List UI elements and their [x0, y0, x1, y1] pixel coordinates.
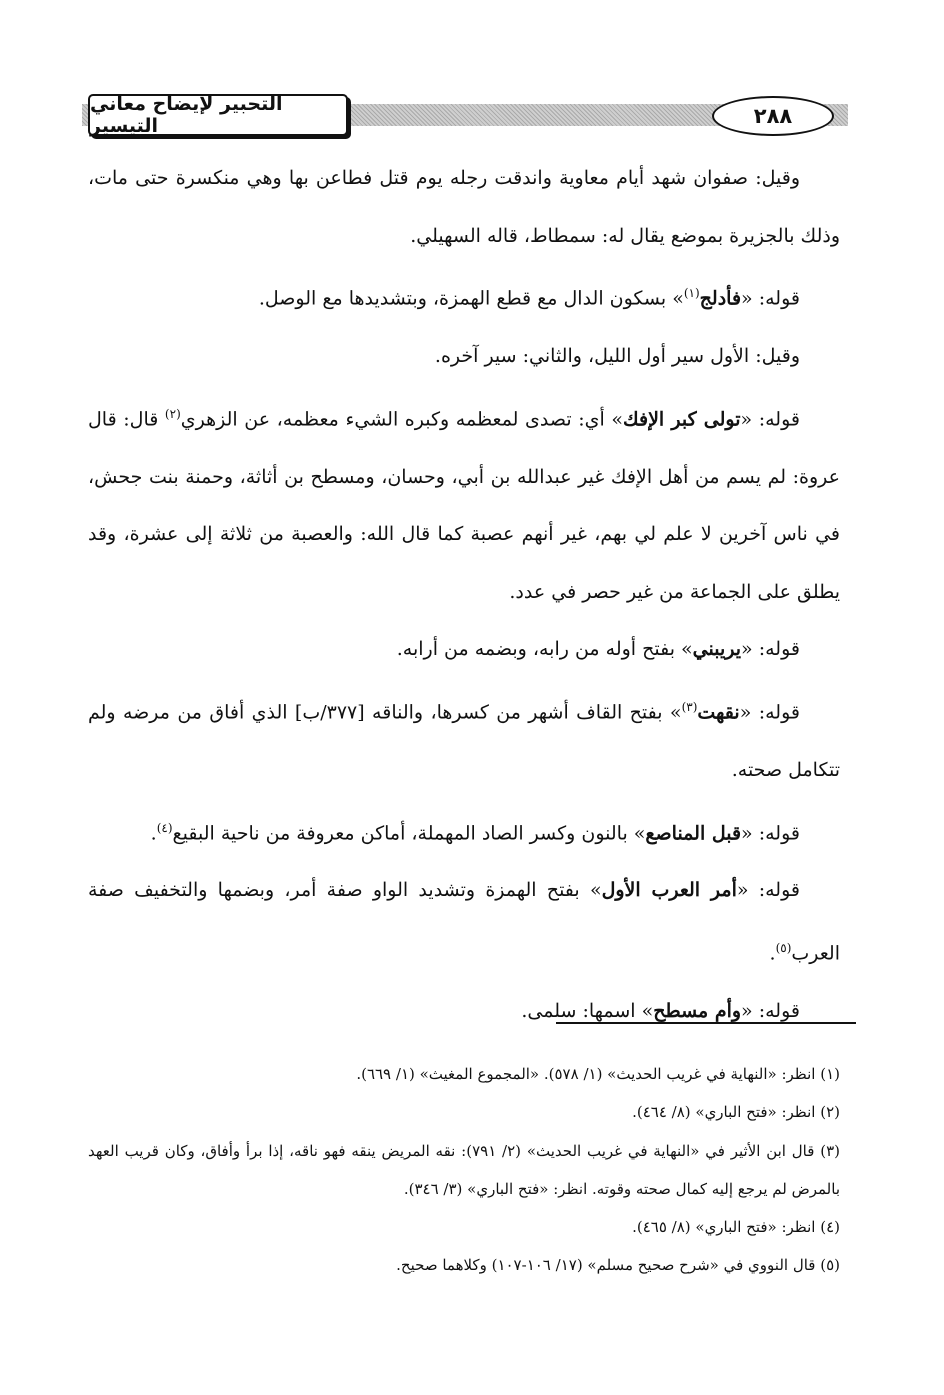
page-header — [82, 92, 848, 140]
footnotes — [88, 1055, 840, 1285]
paragraph-7 — [88, 800, 840, 863]
period: . — [769, 942, 776, 965]
paragraph-1: وقيل: صفوان شهد أيام معاوية واندقت رجله يوم قتل فطاعن بها وهي منكسرة حتى مات، وذلك بالجزيرة بموضع يقال له: سمطاط، قاله السهيلي. — [88, 167, 840, 247]
page-number: ٢٨٨ — [712, 96, 834, 136]
footnote-ref: (٤) — [156, 820, 173, 835]
quote-open: قوله: « — [741, 287, 800, 310]
paragraph-text: » بفتح الهمزة وتشديد الواو صفة أمر، وبضمها والتخفيف صفة العرب — [88, 879, 840, 965]
footnote-5: (٥) قال النووي في «شرح صحيح مسلم» (١٧/ ١٠٦-١٠٧) وكلاهما صحيح. — [396, 1256, 840, 1275]
footnote-3: (٣) قال ابن الأثير في «النهاية في غريب الحديث» (٢/ ٧٩١): نقه المريض ينقه فهو ناقه، إذا برأ وأفاق، وكان قريب العهد بالمرض لم يرجع إليه كمال صحته وقوته. انظر: «فتح الباري» (٣/ ٣٤٦). — [88, 1141, 840, 1198]
paragraph-3: وقيل: الأول سير أول الليل، والثاني: سير آخره. — [434, 345, 800, 368]
keyword: وأم مسطح — [653, 999, 742, 1022]
paragraph-4 — [88, 386, 840, 622]
paragraph-text: » اسمها: سلمى. — [521, 999, 654, 1022]
quote-open: قوله: « — [740, 408, 800, 431]
keyword: فأدلج — [699, 287, 742, 310]
footnote-ref: (٢) — [164, 406, 181, 421]
quote-open: قوله: « — [741, 999, 800, 1022]
paragraph-6 — [88, 679, 840, 800]
footnote-ref: (٣) — [681, 700, 698, 714]
keyword: يريبني — [692, 638, 742, 661]
book-title: التحبير لإيضاح معاني التيسير — [88, 94, 348, 136]
main-text — [88, 150, 840, 1041]
paragraph-text: » بالنون وكسر الصاد المهملة، أماكن معروفة من ناحية البقيع — [172, 821, 646, 844]
footnote-divider — [556, 1022, 856, 1024]
paragraph-text: » بفتح القاف أشهر من كسرها، والناقه [٣٧٧/ب] الذي أفاق من مرضه ولم تتكامل صحته. — [88, 701, 840, 781]
paragraph-text: » بسكون الدال مع قطع الهمزة، وبتشديدها مع الوصل. — [258, 287, 684, 310]
paragraph-9 — [88, 983, 840, 1041]
quote-open: قوله: « — [736, 879, 800, 902]
footnote-ref: (٥) — [775, 941, 792, 956]
quote-open: قوله: « — [739, 701, 800, 724]
keyword: قبل المناصع — [645, 821, 742, 844]
keyword: أمر العرب الأول — [601, 879, 737, 902]
paragraph-5 — [88, 621, 840, 679]
keyword: نقهت — [697, 701, 740, 724]
quote-open: قوله: « — [741, 821, 800, 844]
paragraph-2 — [88, 265, 840, 328]
keyword: تولى كبر الإفك — [623, 408, 741, 431]
footnote-1: (١) انظر: «النهاية في غريب الحديث» (١/ ٥٧٨). «المجموع المغيث» (١/ ٦٦٩). — [356, 1065, 840, 1083]
paragraph-text: » أي: تصدى لمعظمه وكبره الشيء معظمه، عن الزهري — [180, 408, 623, 431]
period: . — [150, 821, 157, 844]
footnote-2: (٢) انظر: «فتح الباري» (٨/ ٤٦٤). — [632, 1103, 840, 1122]
paragraph-8 — [88, 862, 840, 983]
paragraph-text: قال: قال عروة: لم يسم من أهل الإفك غير عبدالله بن أبي، وحسان، ومسطح بن أثاثة، وحمنة بنت جحش، في ناس آخرين لا علم لي بهم، غير أنهم عصبة كما قال الله: والعصبة من ثلاثة إلى عشرة، وقد يطلق على الجماعة من غير حصر في عدد. — [88, 408, 840, 603]
footnote-ref: (١) — [683, 286, 700, 301]
quote-open: قوله: « — [741, 638, 800, 661]
footnote-4: (٤) انظر: «فتح الباري» (٨/ ٤٦٥). — [632, 1218, 840, 1237]
paragraph-text: » بفتح أوله من رابه، وبضمه من أرابه. — [396, 638, 693, 661]
